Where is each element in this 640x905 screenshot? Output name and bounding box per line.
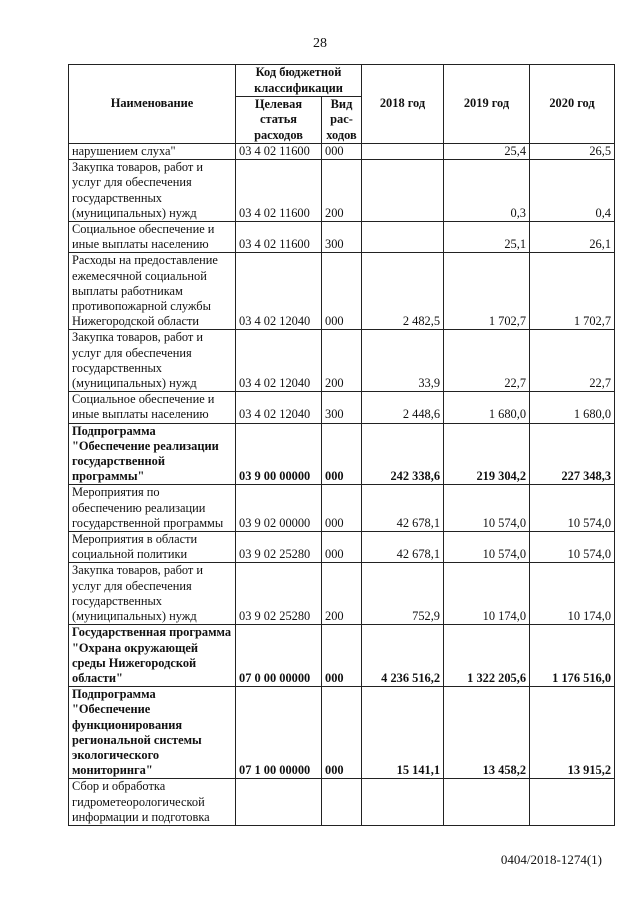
header-expense-type: Вид рас-ходов <box>322 97 362 144</box>
cell-expense-type: 000 <box>322 423 362 485</box>
cell-target-article: 03 9 00 00000 <box>236 423 322 485</box>
cell-target-article: 07 1 00 00000 <box>236 687 322 779</box>
cell-name: Социальное обеспечение и иные выплаты населению <box>69 222 236 253</box>
cell-2019 <box>444 779 530 826</box>
cell-2019: 10 574,0 <box>444 532 530 563</box>
header-year-2020: 2020 год <box>530 65 615 144</box>
header-name: Наименование <box>69 65 236 144</box>
table-row <box>69 253 615 330</box>
cell-2020: 10 574,0 <box>530 532 615 563</box>
cell-2018: 4 236 516,2 <box>362 625 444 687</box>
table-row <box>69 779 615 826</box>
cell-2018 <box>362 222 444 253</box>
cell-2019: 1 702,7 <box>444 253 530 330</box>
table-row <box>69 625 615 687</box>
cell-2018: 15 141,1 <box>362 687 444 779</box>
cell-2019: 10 174,0 <box>444 563 530 625</box>
cell-target-article: 03 4 02 11600 <box>236 160 322 222</box>
cell-2019: 1 680,0 <box>444 392 530 423</box>
cell-expense-type: 000 <box>322 144 362 160</box>
table-row <box>69 330 615 392</box>
cell-expense-type: 300 <box>322 222 362 253</box>
budget-table <box>68 64 615 826</box>
document-code: 0404/2018-1274(1) <box>500 852 602 867</box>
table-row <box>69 485 615 532</box>
cell-2018: 42 678,1 <box>362 532 444 563</box>
cell-name: Подпрограмма "Обеспечение функционирования региональной системы экологического мониторинга" <box>69 687 236 779</box>
cell-2020: 26,1 <box>530 222 615 253</box>
cell-target-article: 03 4 02 12040 <box>236 330 322 392</box>
cell-name: Сбор и обработка гидрометеорологической информации и подготовка <box>69 779 236 826</box>
cell-expense-type: 200 <box>322 160 362 222</box>
cell-2020: 1 176 516,0 <box>530 625 615 687</box>
cell-2018 <box>362 160 444 222</box>
header-year-2019: 2019 год <box>444 65 530 144</box>
cell-2020: 13 915,2 <box>530 687 615 779</box>
cell-target-article: 07 0 00 00000 <box>236 625 322 687</box>
cell-expense-type: 200 <box>322 330 362 392</box>
cell-2020: 1 702,7 <box>530 253 615 330</box>
cell-name: Мероприятия по обеспечению реализации государственной программы <box>69 485 236 532</box>
table-row <box>69 532 615 563</box>
cell-2018: 33,9 <box>362 330 444 392</box>
cell-2018 <box>362 779 444 826</box>
cell-2019: 0,3 <box>444 160 530 222</box>
cell-name: Расходы на предоставление ежемесячной социальной выплаты работникам противопожарной службы Нижегородской области <box>69 253 236 330</box>
cell-2019: 25,4 <box>444 144 530 160</box>
cell-name: Социальное обеспечение и иные выплаты населению <box>69 392 236 423</box>
cell-2020: 10 574,0 <box>530 485 615 532</box>
cell-2019: 1 322 205,6 <box>444 625 530 687</box>
cell-2020: 26,5 <box>530 144 615 160</box>
cell-target-article <box>236 779 322 826</box>
cell-2020: 227 348,3 <box>530 423 615 485</box>
header-budget-code: Код бюджетной классификации <box>236 65 362 97</box>
table-body <box>69 144 615 826</box>
cell-2019: 219 304,2 <box>444 423 530 485</box>
table-row <box>69 144 615 160</box>
cell-name: Мероприятия в области социальной политики <box>69 532 236 563</box>
cell-2018: 2 448,6 <box>362 392 444 423</box>
cell-expense-type: 000 <box>322 532 362 563</box>
table-row <box>69 392 615 423</box>
cell-2019: 10 574,0 <box>444 485 530 532</box>
cell-2019: 13 458,2 <box>444 687 530 779</box>
cell-2020: 10 174,0 <box>530 563 615 625</box>
cell-name: Закупка товаров, работ и услуг для обеспечения государственных (муниципальных) нужд <box>69 330 236 392</box>
cell-2018: 242 338,6 <box>362 423 444 485</box>
cell-expense-type <box>322 779 362 826</box>
cell-name: нарушением слуха" <box>69 144 236 160</box>
cell-target-article: 03 9 02 00000 <box>236 485 322 532</box>
cell-2018: 752,9 <box>362 563 444 625</box>
cell-expense-type: 000 <box>322 485 362 532</box>
table-row <box>69 423 615 485</box>
cell-name: Подпрограмма "Обеспечение реализации государственной программы" <box>69 423 236 485</box>
cell-target-article: 03 9 02 25280 <box>236 532 322 563</box>
cell-name: Государственная программа "Охрана окружающей среды Нижегородской области" <box>69 625 236 687</box>
header-target-article: Целевая статья расходов <box>236 97 322 144</box>
cell-expense-type: 300 <box>322 392 362 423</box>
cell-2020: 22,7 <box>530 330 615 392</box>
table-row <box>69 222 615 253</box>
cell-target-article: 03 4 02 12040 <box>236 392 322 423</box>
table-row <box>69 687 615 779</box>
cell-2018 <box>362 144 444 160</box>
cell-2020: 1 680,0 <box>530 392 615 423</box>
cell-2019: 25,1 <box>444 222 530 253</box>
cell-expense-type: 200 <box>322 563 362 625</box>
header-year-2018: 2018 год <box>362 65 444 144</box>
cell-2020: 0,4 <box>530 160 615 222</box>
table-row <box>69 160 615 222</box>
cell-expense-type: 000 <box>322 625 362 687</box>
cell-target-article: 03 4 02 12040 <box>236 253 322 330</box>
cell-expense-type: 000 <box>322 253 362 330</box>
cell-target-article: 03 9 02 25280 <box>236 563 322 625</box>
cell-name: Закупка товаров, работ и услуг для обеспечения государственных (муниципальных) нужд <box>69 160 236 222</box>
page-number: 28 <box>313 36 327 51</box>
cell-2018: 42 678,1 <box>362 485 444 532</box>
table-header <box>69 65 615 144</box>
table-row <box>69 563 615 625</box>
cell-2018: 2 482,5 <box>362 253 444 330</box>
cell-2020 <box>530 779 615 826</box>
cell-target-article: 03 4 02 11600 <box>236 144 322 160</box>
cell-expense-type: 000 <box>322 687 362 779</box>
cell-2019: 22,7 <box>444 330 530 392</box>
cell-target-article: 03 4 02 11600 <box>236 222 322 253</box>
cell-name: Закупка товаров, работ и услуг для обеспечения государственных (муниципальных) нужд <box>69 563 236 625</box>
